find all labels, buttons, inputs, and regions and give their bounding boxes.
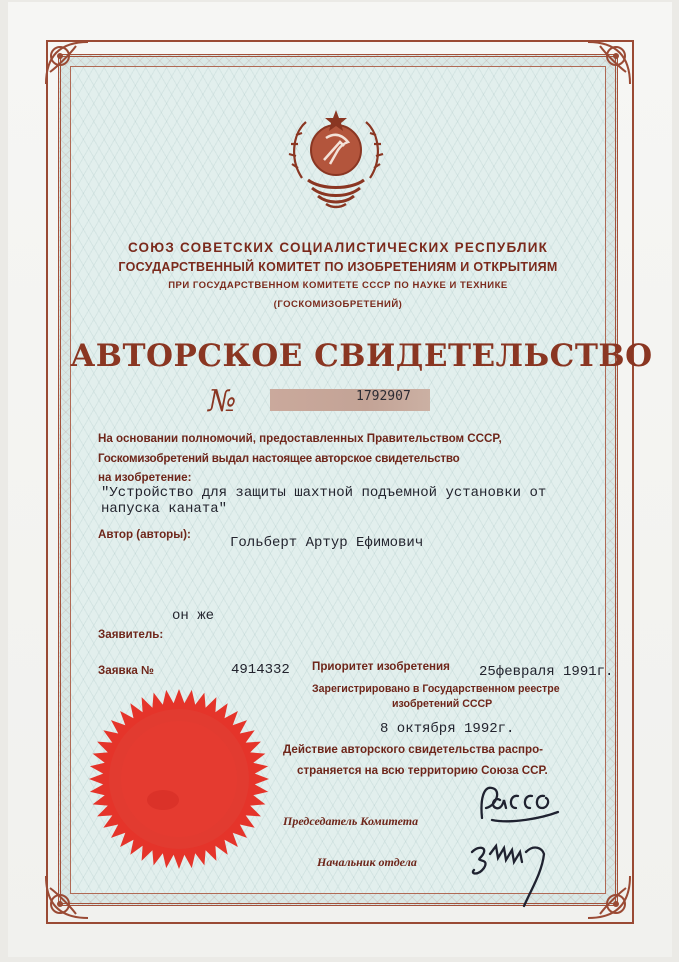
preamble-line-1: На основании полномочий, предоставленных Правительством СССР, bbox=[98, 432, 502, 445]
corner-ornament-top-right bbox=[582, 36, 636, 90]
corner-ornament-bottom-right bbox=[582, 870, 636, 924]
author-name: Гольберт Артур Ефимович bbox=[230, 535, 424, 551]
applicant-value: он же bbox=[172, 608, 215, 624]
number-sign: № bbox=[208, 384, 237, 419]
certificate-title: АВТОРСКОЕ СВИДЕТЕЛЬСТВО bbox=[70, 338, 653, 374]
priority-label: Приоритет изобретения bbox=[312, 660, 450, 673]
preamble-line-2: Госкомизобретений выдал настоящее авторское свидетельство bbox=[98, 452, 460, 465]
header-abbreviation: (ГОСКОМИЗОБРЕТЕНИЙ) bbox=[273, 299, 403, 310]
ussr-emblem-icon bbox=[286, 108, 386, 212]
application-label: Заявка № bbox=[98, 664, 154, 677]
priority-date: 25февраля 1991г. bbox=[479, 664, 614, 680]
header-committee: ГОСУДАРСТВЕННЫЙ КОМИТЕТ ПО ИЗОБРЕТЕНИЯМ И ОТКРЫТИЯМ bbox=[118, 260, 558, 274]
header-parent-committee: ПРИ ГОСУДАРСТВЕННОМ КОМИТЕТЕ СССР ПО НАУКЕ И ТЕХНИКЕ bbox=[168, 280, 508, 291]
validity-line-1: Действие авторского свидетельства распро- bbox=[283, 743, 544, 756]
certificate-number: 1792907 bbox=[356, 389, 411, 404]
department-head-title: Начальник отдела bbox=[317, 855, 417, 869]
invention-title-line-1: "Устройство для защиты шахтной подъемной установки от bbox=[101, 485, 547, 501]
applicant-label: Заявитель: bbox=[98, 628, 164, 641]
author-label: Автор (авторы): bbox=[98, 528, 191, 541]
application-number: 4914332 bbox=[231, 662, 290, 678]
chairman-title: Председатель Комитета bbox=[283, 814, 419, 828]
registration-line-2: изобретений СССР bbox=[392, 698, 493, 710]
department-head-signature bbox=[462, 822, 572, 912]
corner-ornament-bottom-left bbox=[40, 870, 94, 924]
registration-date: 8 октября 1992г. bbox=[380, 721, 515, 737]
validity-line-2: страняется на всю территорию Союза ССР. bbox=[297, 764, 548, 777]
invention-title-line-2: напуска каната" bbox=[101, 501, 228, 517]
corner-ornament-top-left bbox=[40, 36, 94, 90]
preamble-line-3: на изобретение: bbox=[98, 471, 192, 484]
red-seal bbox=[88, 688, 270, 870]
header-country: СОЮЗ СОВЕТСКИХ СОЦИАЛИСТИЧЕСКИХ РЕСПУБЛИК bbox=[127, 240, 549, 255]
registration-line-1: Зарегистрировано в Государственном реестре bbox=[312, 683, 560, 695]
